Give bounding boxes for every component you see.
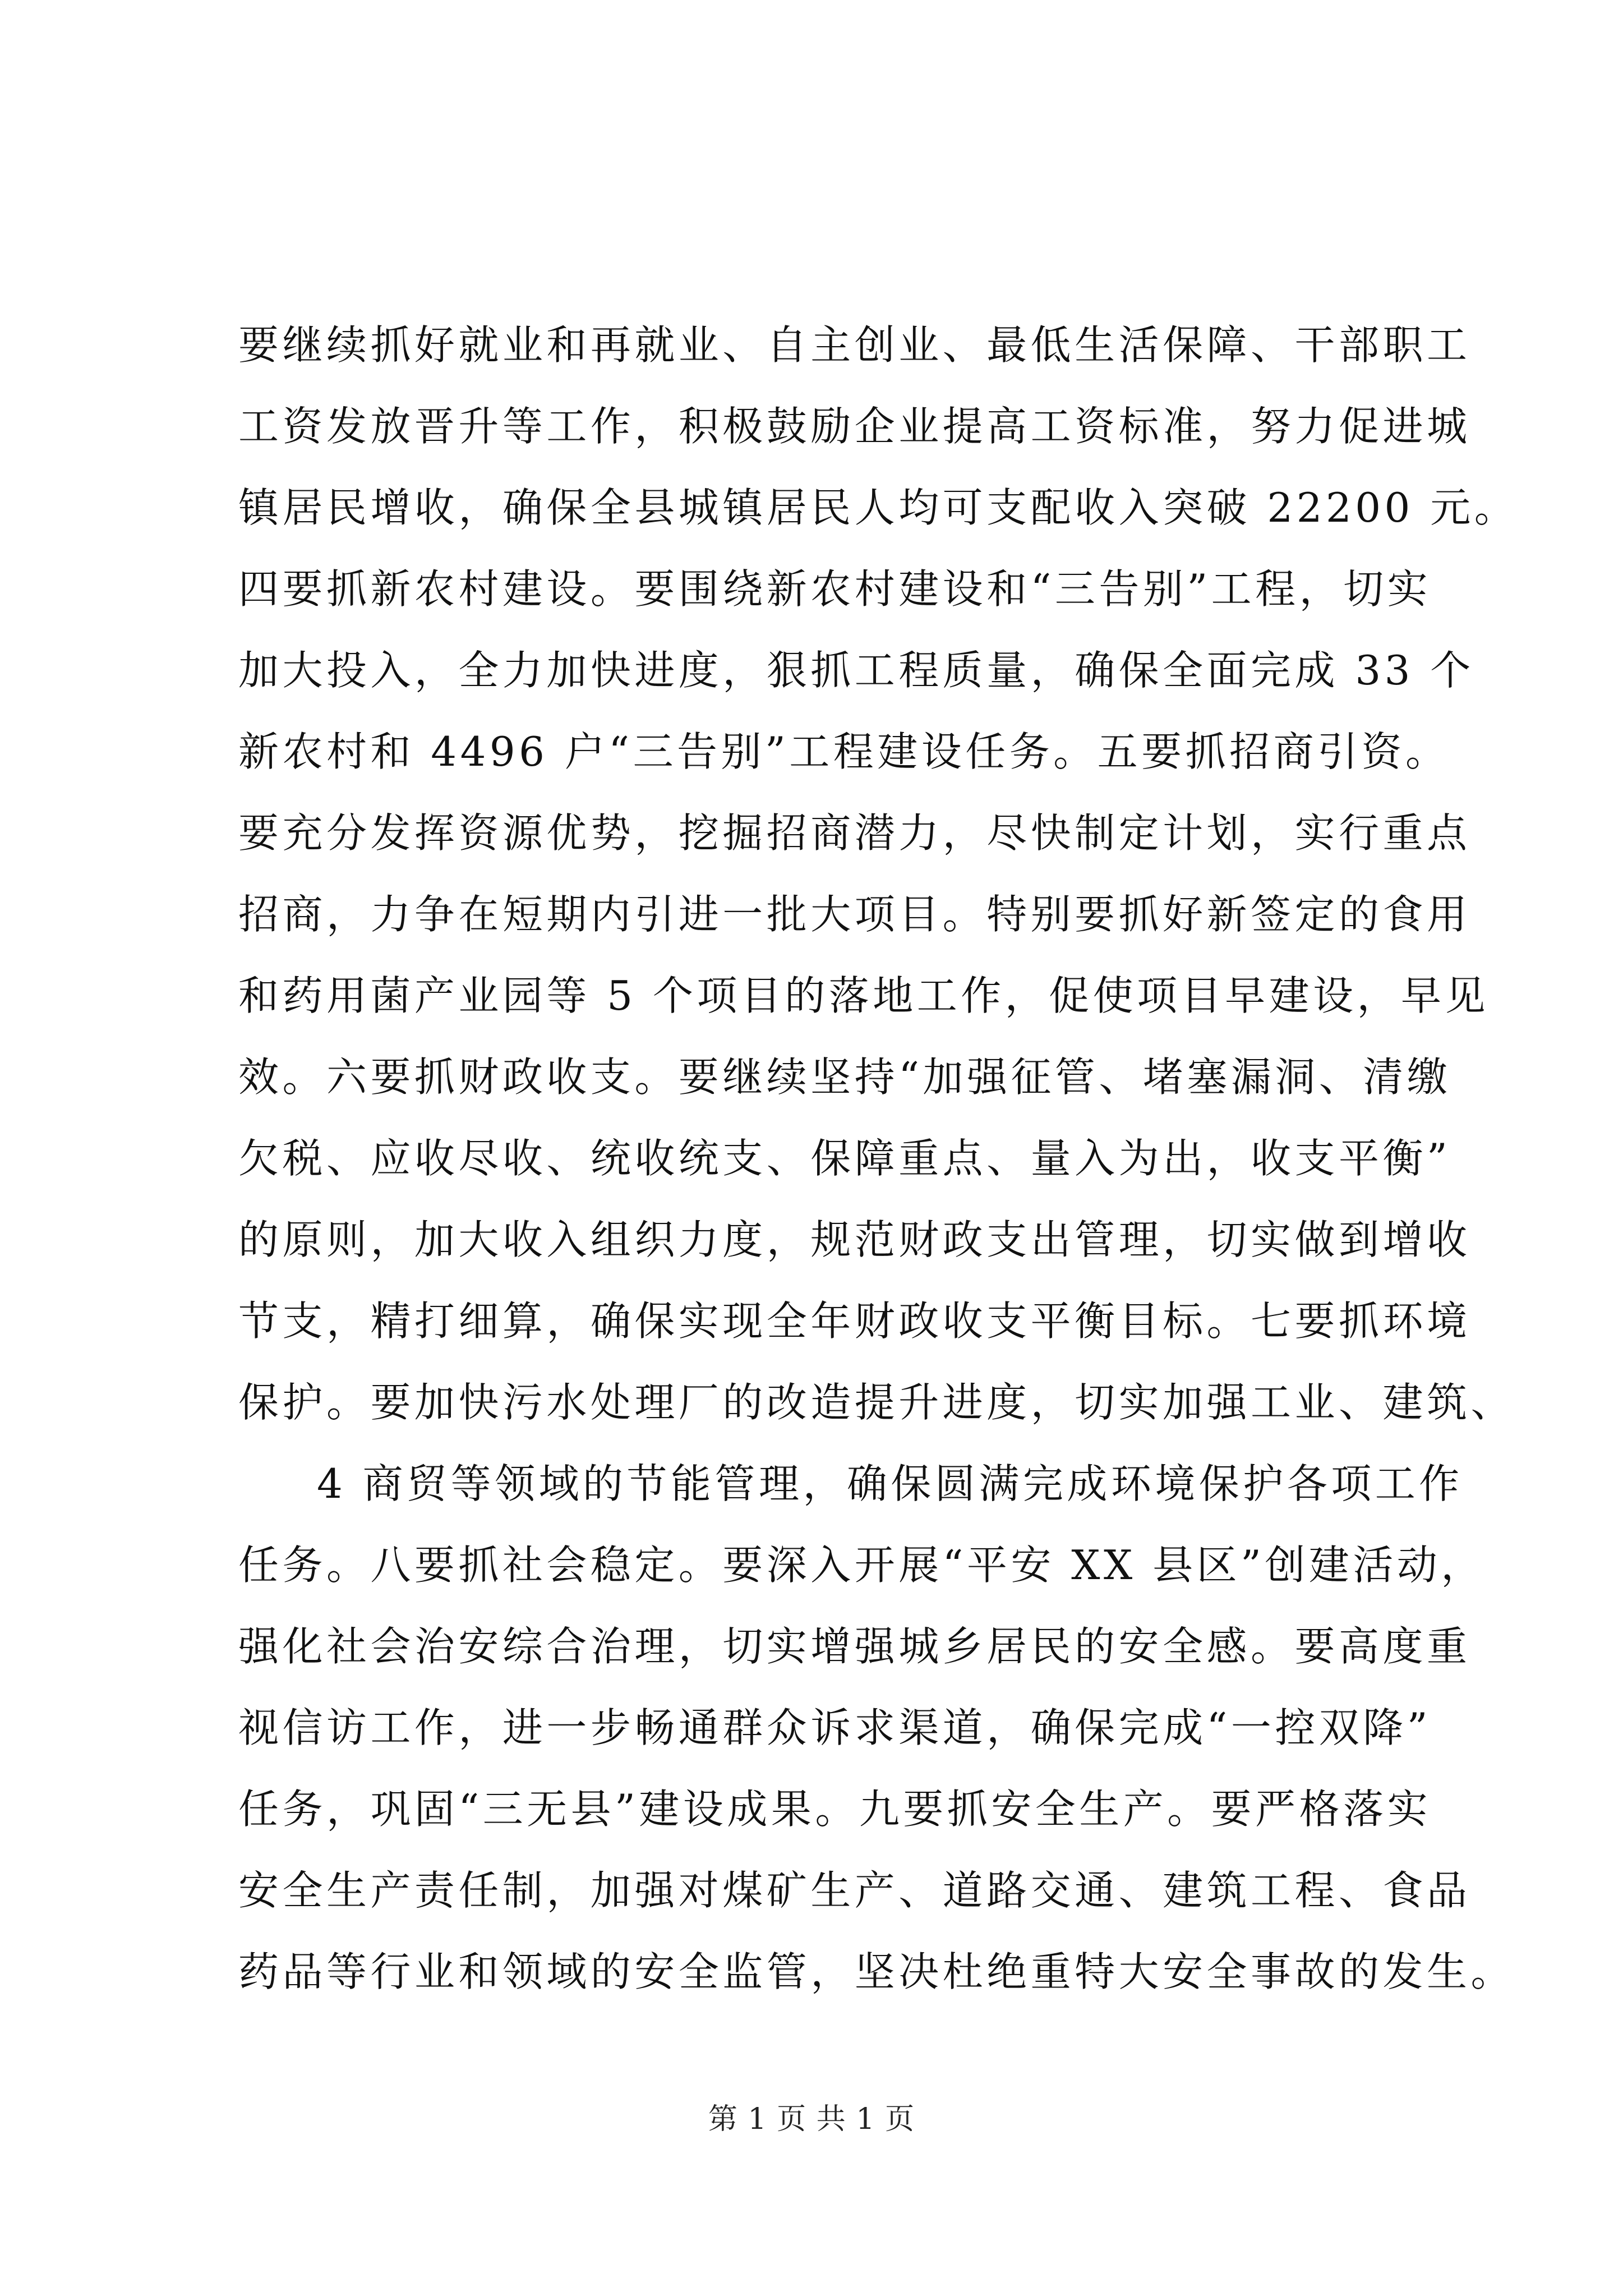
text-line: 欠税、应收尽收、统收统支、保障重点、量入为出，收支平衡” (238, 1135, 1451, 1182)
text-line: 四要抓新农村建设。要围绕新农村建设和“三告别”工程，切实 (238, 565, 1432, 613)
text-line: 节支，精打细算，确保实现全年财政收支平衡目标。七要抓环境 (238, 1297, 1471, 1345)
text-line: 镇居民增收，确保全县城镇居民人均可支配收入突破 22200 元。 (238, 484, 1519, 531)
page-footer: 第 1 页 共 1 页 (708, 2102, 915, 2136)
text-line: 要继续抓好就业和再就业、自主创业、最低生活保障、干部职工 (238, 321, 1471, 369)
text-line: 任务。八要抓社会稳定。要深入开展“平安 XX 县区”创建活动， (238, 1542, 1485, 1589)
text-line: 新农村和 4496 户“三告别”工程建设任务。五要抓招商引资。 (238, 728, 1450, 775)
text-line: 任务，巩固“三无县”建设成果。九要抓安全生产。要严格落实 (238, 1786, 1432, 1833)
text-line: 和药用菌产业园等 5 个项目的落地工作，促使项目早建设，早见 (238, 972, 1489, 1019)
text-line: 要充分发挥资源优势，挖掘招商潜力，尽快制定计划，实行重点 (238, 809, 1471, 857)
text-line: 加大投入，全力加快进度，狠抓工程质量，确保全面完成 33 个 (238, 647, 1474, 694)
text-line: 效。六要抓财政收支。要继续坚持“加强征管、堵塞漏洞、清缴 (238, 1053, 1451, 1101)
text-line: 的原则，加大收入组织力度，规范财政支出管理，切实做到增收 (238, 1216, 1471, 1263)
text-line: 视信访工作，进一步畅通群众诉求渠道，确保完成“一控双降” (238, 1704, 1432, 1751)
text-line: 4 商贸等领域的节能管理，确保圆满完成环境保护各项工作 (317, 1460, 1463, 1507)
text-line: 工资发放晋升等工作，积极鼓励企业提高工资标准，努力促进城 (238, 403, 1471, 450)
text-line: 保护。要加快污水处理厂的改造提升进度，切实加强工业、建筑、 (238, 1379, 1515, 1426)
text-line: 安全生产责任制，加强对煤矿生产、道路交通、建筑工程、食品 (238, 1867, 1471, 1914)
text-line: 药品等行业和领域的安全监管，坚决杜绝重特大安全事故的发生。 (238, 1948, 1515, 1995)
text-line: 强化社会治安综合治理，切实增强城乡居民的安全感。要高度重 (238, 1623, 1471, 1670)
text-line: 招商，力争在短期内引进一批大项目。特别要抓好新签定的食用 (238, 891, 1471, 938)
